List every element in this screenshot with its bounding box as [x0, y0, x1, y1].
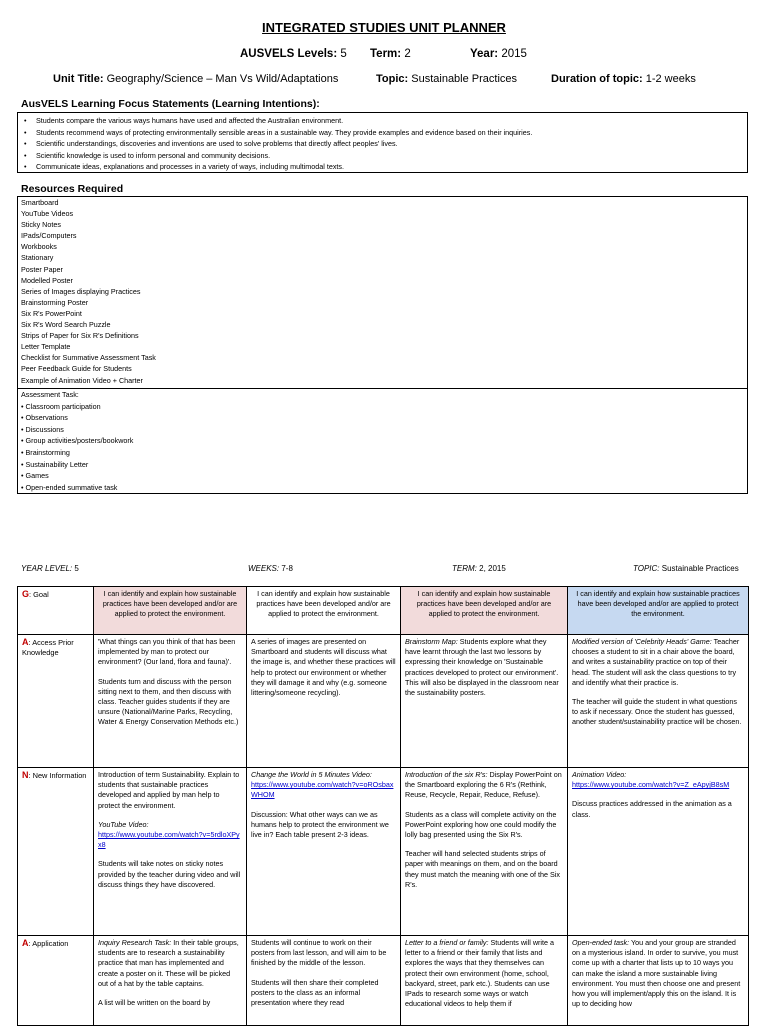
access-label-cell: A: Access Prior Knowledge	[18, 635, 94, 768]
resource-item: Peer Feedback Guide for Students	[21, 364, 132, 374]
goal-cell: I can identify and explain how sustainable practices have been developed and/or are applied to protect the environment.	[247, 587, 401, 635]
levels-label: AUSVELS Levels:	[240, 48, 338, 60]
assessment-item: • Group activities/posters/bookwork	[21, 436, 134, 446]
access-row	[18, 635, 749, 768]
assessment-item: • Open-ended summative task	[21, 482, 118, 492]
new-info-label-cell: N: New Information	[18, 768, 94, 936]
learning-focus-item: • Students recommend ways of protecting environmentally sensible areas in a sustainable way. They provide examples and evidence based on their inquiries.	[36, 127, 747, 139]
resource-item: Example of Animation Video + Charter	[21, 375, 143, 385]
resource-item: Brainstorming Poster	[21, 297, 89, 307]
application-cell-4: Open-ended task: You and your group are stranded on a mysterious island. In order to survive, you must come up with a charter that lists up to 10 ways you can make the island a more sustainable living environment. You must then choose one and present how you will implement/apply this on the island. It is up to deciding how	[568, 936, 749, 1026]
resource-item: Sticky Notes	[21, 220, 61, 230]
term-label: Term:	[370, 48, 402, 60]
assessment-heading: Assessment Task:	[21, 390, 79, 399]
unit-field	[53, 73, 338, 85]
resources-list	[18, 197, 747, 388]
topic-label: Topic:	[376, 73, 409, 85]
resource-item: Six R's PowerPoint	[21, 308, 82, 318]
duration-value: 1-2 weeks	[645, 73, 696, 85]
goal-cell: I can identify and explain how sustainable practices have been developed and/or are applied to protect the environment.	[401, 587, 568, 635]
levels-value: 5	[340, 48, 347, 60]
learning-focus-heading: AusVELS Learning Focus Statements (Learning Intentions):	[21, 98, 320, 110]
access-cell-1: 'What things can you think of that has been implemented by man to protect our environment? (Our land, flora and fauna)'. Students turn and discuss with the person sitting next to them, and then discuss with class. Teacher guides students if they are unsure (National/Marine Parks, Recycling, Water & Energy Conservation Methods etc.)	[94, 635, 247, 768]
new-info-row	[18, 768, 749, 936]
resource-item: Smartboard	[21, 198, 59, 207]
youtube-link[interactable]: https://www.youtube.com/watch?v=oROsbaxWHOM	[251, 780, 394, 800]
duration-field	[551, 73, 696, 85]
new-info-cell-4: Animation Video: https://www.youtube.com/watch?v=Z_eApyjB8sM Discuss practices addressed in the animation as a class.	[568, 768, 749, 936]
topic-field	[376, 73, 517, 85]
resource-item: Stationary	[21, 253, 54, 263]
access-cell-2: A series of images are presented on Smartboard and students will discuss what the image is, and whether these practices will help to protect our environment or whether they will damage it and why (e.g. someone littering/someone recycling).	[247, 635, 401, 768]
document-title: INTEGRATED STUDIES UNIT PLANNER	[262, 20, 506, 35]
assessment-item: • Classroom participation	[21, 401, 101, 411]
topic-value: Sustainable Practices	[411, 73, 518, 85]
application-cell-1: Inquiry Research Task: In their table groups, students are to research a sustainability practice that man has implemented and create a poster on it. These will be picked out of a hat by the table captains. A list will be written on the board by	[94, 936, 247, 1026]
resource-item: Strips of Paper for Six R's Definitions	[21, 331, 139, 341]
learning-focus-item: • Scientific understandings, discoveries and inventions are used to solve problems that directly affect peoples' lives.	[36, 138, 747, 150]
application-cell-3: Letter to a friend or family: Students will write a letter to a friend or their family that lists and explores the ways that they themselves can protect their own environment (home, school, backyard, street, park etc.). Students can use IPads to research some ways or watch educational videos to help them if	[401, 936, 568, 1026]
resources-heading: Resources Required	[21, 183, 124, 195]
resource-item: YouTube Videos	[21, 209, 74, 219]
new-info-cell-1: Introduction of term Sustainability. Explain to students that sustainable practices developed and applied by man help to protect the environment. YouTube Video: https://www.youtube.com/watch?v=5rdloXPyx8 Students will take notes on sticky notes provided by the teacher during video and will discuss things they have discovered.	[94, 768, 247, 936]
resource-item: Modelled Poster	[21, 275, 73, 285]
learning-focus-item: • Students compare the various ways humans have used and affected the Australian environment.	[36, 115, 747, 127]
assessment-list	[18, 388, 747, 493]
unit-label: Unit Title:	[53, 73, 104, 85]
application-cell-2: Students will continue to work on their posters from last lesson, and will aim to be finished by the middle of the lesson. Students will then share their completed posters to the class as an informal presentation where they read	[247, 936, 401, 1026]
goal-row	[18, 587, 749, 635]
application-label-cell: A: Application	[18, 936, 94, 1026]
term-value: 2	[404, 48, 411, 60]
week-year-level: YEAR LEVEL: 5	[21, 564, 79, 573]
learning-focus-item: • Scientific knowledge is used to inform personal and community decisions.	[36, 150, 747, 162]
resource-item: Letter Template	[21, 342, 71, 352]
week-weeks: WEEKS: 7-8	[248, 564, 293, 573]
access-cell-4: Modified version of 'Celebrity Heads' Game: Teacher chooses a student to sit in a chair above the board, and writes a sustainability practice on top of their head. The student will ask the class questions to try and identify what their practice is. The teacher will guide the student in what questions to ask if necessary. Once the student has guessed, another student/sustainability practice will be chosen.	[568, 635, 749, 768]
levels-field	[240, 48, 347, 60]
assessment-item: • Sustainability Letter	[21, 459, 89, 469]
year-label: Year:	[470, 48, 499, 60]
learning-focus-box	[17, 112, 748, 173]
week-topic: TOPIC: Sustainable Practices	[633, 564, 739, 573]
resource-item: Poster Paper	[21, 264, 63, 274]
resource-item: Workbooks	[21, 242, 57, 252]
weekly-planner-table	[17, 586, 749, 1026]
access-cell-3: Brainstorm Map: Students explore what they have learnt through the last two lessons by expressing their knowledge on 'Sustainable practices developed to protect our environment'. This will also be displayed in the classroom near the sustainability posters.	[401, 635, 568, 768]
term-field	[370, 48, 411, 60]
resource-item: IPads/Computers	[21, 231, 77, 241]
week-term: TERM: 2, 2015	[452, 564, 506, 573]
assessment-item: • Brainstorming	[21, 447, 70, 457]
youtube-link[interactable]: https://www.youtube.com/watch?v=Z_eApyjB8sM	[572, 780, 730, 790]
youtube-link[interactable]: https://www.youtube.com/watch?v=5rdloXPyx8	[98, 830, 240, 850]
unit-value: Geography/Science – Man Vs Wild/Adaptations	[106, 73, 339, 85]
assessment-item: • Discussions	[21, 424, 64, 434]
application-row	[18, 936, 749, 1026]
resource-item: Checklist for Summative Assessment Task	[21, 353, 156, 363]
goal-cell: I can identify and explain how sustainable practices have been developed and/or are applied to protect the environment.	[94, 587, 247, 635]
resource-item: Series of Images displaying Practices	[21, 286, 141, 296]
goal-label-cell: G: Goal	[18, 587, 94, 635]
goal-cell: I can identify and explain how sustainable practices have been developed and/or are applied to protect the environment.	[568, 587, 749, 635]
new-info-cell-3: Introduction of the six R's: Display PowerPoint on the Smartboard exploring the 6 R's (Rethink, Reuse, Recycle, Repair, Reduce, Refuse). Students as a class will complete activity on the PowerPoint exploring how one could modify the lolly bag presented using the Six R's. Teacher will hand selected students strips of paper with meanings on them, and on the board they must match the meaning with one of the Six R's.	[401, 768, 568, 936]
year-field	[470, 48, 527, 60]
assessment-item: • Games	[21, 471, 49, 481]
learning-focus-item: • Communicate ideas, explanations and processes in a variety of ways, including multimodal texts.	[36, 161, 747, 173]
new-info-cell-2: Change the World in 5 Minutes Video: https://www.youtube.com/watch?v=oROsbaxWHOM Discussion: What other ways can we as humans help to protect the environment we live in? Each table present 2-3 ideas.	[247, 768, 401, 936]
resources-box	[17, 196, 748, 494]
duration-label: Duration of topic:	[551, 73, 643, 85]
resource-item: Six R's Word Search Puzzle	[21, 320, 111, 330]
assessment-item: • Observations	[21, 413, 68, 423]
year-value: 2015	[501, 48, 527, 60]
